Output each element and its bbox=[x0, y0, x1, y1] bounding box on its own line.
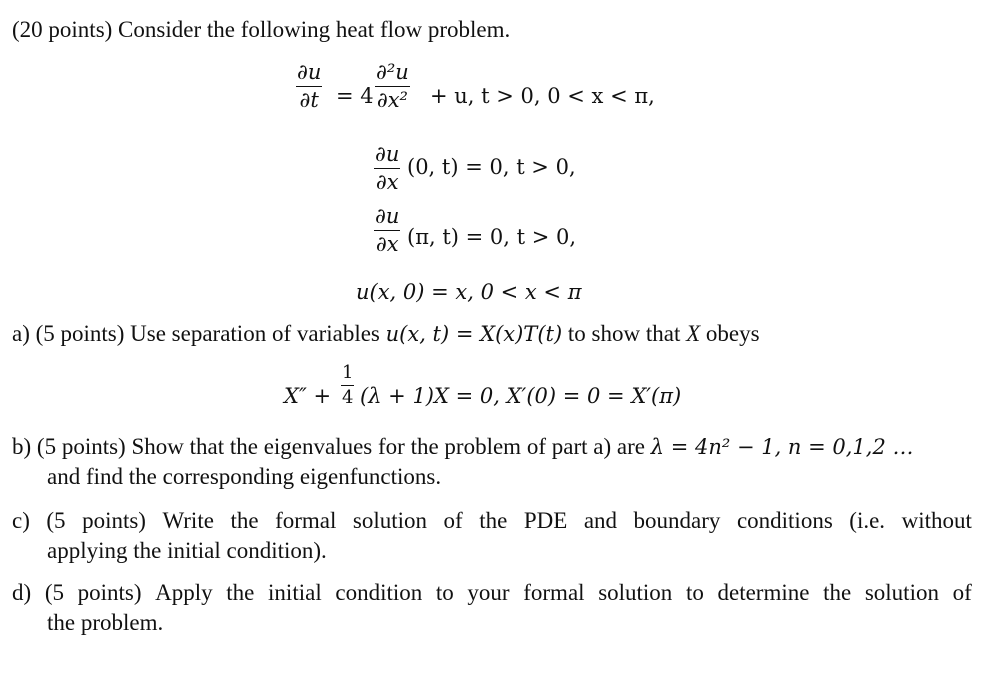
bc2-denominator: ∂x bbox=[375, 232, 399, 256]
part-c-word: the bbox=[479, 508, 508, 533]
part-c-word: PDE bbox=[523, 508, 568, 533]
part-d-word: the bbox=[226, 580, 255, 605]
bc2-fraction bbox=[374, 206, 400, 255]
part-d-word: to bbox=[685, 580, 704, 605]
part-c-word: boundary bbox=[633, 508, 721, 533]
part-a-lead: a) (5 points) Use separation of variables bbox=[12, 321, 386, 346]
part-a-eq-left-text: X″ + bbox=[284, 384, 332, 408]
bc2-tail: (π, t) = 0, t > 0, bbox=[407, 225, 577, 249]
part-d-word: formal bbox=[523, 580, 585, 605]
part-d-word: condition bbox=[335, 580, 423, 605]
pde-lhs-denominator: ∂t bbox=[299, 88, 319, 112]
bc2-numerator: ∂u bbox=[375, 204, 400, 228]
part-a-eq-right-text: (λ + 1)X = 0, X′(0) = 0 = X′(π) bbox=[360, 384, 682, 408]
bc1-tail: (0, t) = 0, t > 0, bbox=[407, 155, 576, 179]
part-d-word: to bbox=[435, 580, 454, 605]
part-c-word: solution bbox=[352, 508, 428, 533]
part-c-word: (5 bbox=[46, 508, 66, 533]
pde-coefficient: = 4 bbox=[336, 84, 374, 108]
part-d-word: the bbox=[823, 580, 852, 605]
quarter-denominator: 4 bbox=[342, 387, 354, 408]
part-a-eq-left bbox=[284, 386, 331, 407]
part-d-word: (5 bbox=[44, 580, 64, 605]
part-d-line1 bbox=[12, 578, 972, 608]
part-c-line1 bbox=[12, 506, 972, 536]
pde-rhs-numerator: ∂²u bbox=[376, 60, 409, 84]
part-d-word: of bbox=[952, 580, 972, 605]
part-b-math: λ = 4n² − 1, n = 0,1,2 … bbox=[650, 435, 914, 459]
part-c-word: without bbox=[901, 508, 972, 533]
pde-rhs-fraction bbox=[375, 62, 410, 111]
bc1-numerator: ∂u bbox=[375, 142, 400, 166]
part-d-word: solution bbox=[598, 580, 673, 605]
bc1-fraction bbox=[374, 144, 400, 193]
pde-tail: + u, t > 0, 0 < x < π, bbox=[430, 84, 655, 108]
part-c-word: and bbox=[583, 508, 618, 533]
part-c-line2: applying the initial condition). bbox=[47, 538, 327, 563]
part-a-eq-right bbox=[360, 386, 681, 407]
part-b-line1 bbox=[12, 432, 914, 462]
pde-lhs-fraction bbox=[296, 62, 322, 111]
part-d-word: solution bbox=[864, 580, 939, 605]
bc1-denominator: ∂x bbox=[375, 170, 399, 194]
part-c-word: conditions bbox=[736, 508, 833, 533]
part-d-word: initial bbox=[268, 580, 322, 605]
part-d-word: d) bbox=[12, 580, 32, 605]
pde-lhs-numerator: ∂u bbox=[297, 60, 322, 84]
part-a-math: u(x, t) = X(x)T(t) bbox=[385, 322, 563, 346]
part-b-line2: and find the corresponding eigenfunctions. bbox=[47, 464, 442, 489]
part-d-line2: the problem. bbox=[47, 610, 164, 635]
part-a-text bbox=[12, 319, 760, 349]
initial-condition bbox=[356, 282, 582, 303]
part-d-word: determine bbox=[717, 580, 810, 605]
part-b-lead: b) (5 points) Show that the eigenvalues for the problem of part a) are bbox=[12, 434, 651, 459]
quarter-numerator: 1 bbox=[342, 362, 354, 383]
part-c-word: formal bbox=[275, 508, 337, 533]
part-a-end: obeys bbox=[700, 321, 760, 346]
part-c-word: c) bbox=[12, 508, 30, 533]
part-d-word: your bbox=[467, 580, 510, 605]
part-c-word: of bbox=[443, 508, 463, 533]
part-a-quarter-fraction bbox=[341, 364, 354, 407]
initial-condition-text: u(x, 0) = x, 0 < x < π bbox=[356, 280, 582, 304]
part-c-word: the bbox=[230, 508, 259, 533]
part-a-mid: to show that bbox=[562, 321, 687, 346]
pde-rhs-denominator: ∂x² bbox=[376, 88, 408, 112]
part-d-word: points) bbox=[77, 580, 142, 605]
part-d-word: Apply bbox=[155, 580, 213, 605]
part-c-word: (i.e. bbox=[849, 508, 886, 533]
part-a-var: X bbox=[686, 321, 701, 346]
part-c-word: Write bbox=[162, 508, 214, 533]
problem-header: (20 points) Consider the following heat flow problem. bbox=[12, 17, 511, 42]
part-c-word: points) bbox=[82, 508, 146, 533]
